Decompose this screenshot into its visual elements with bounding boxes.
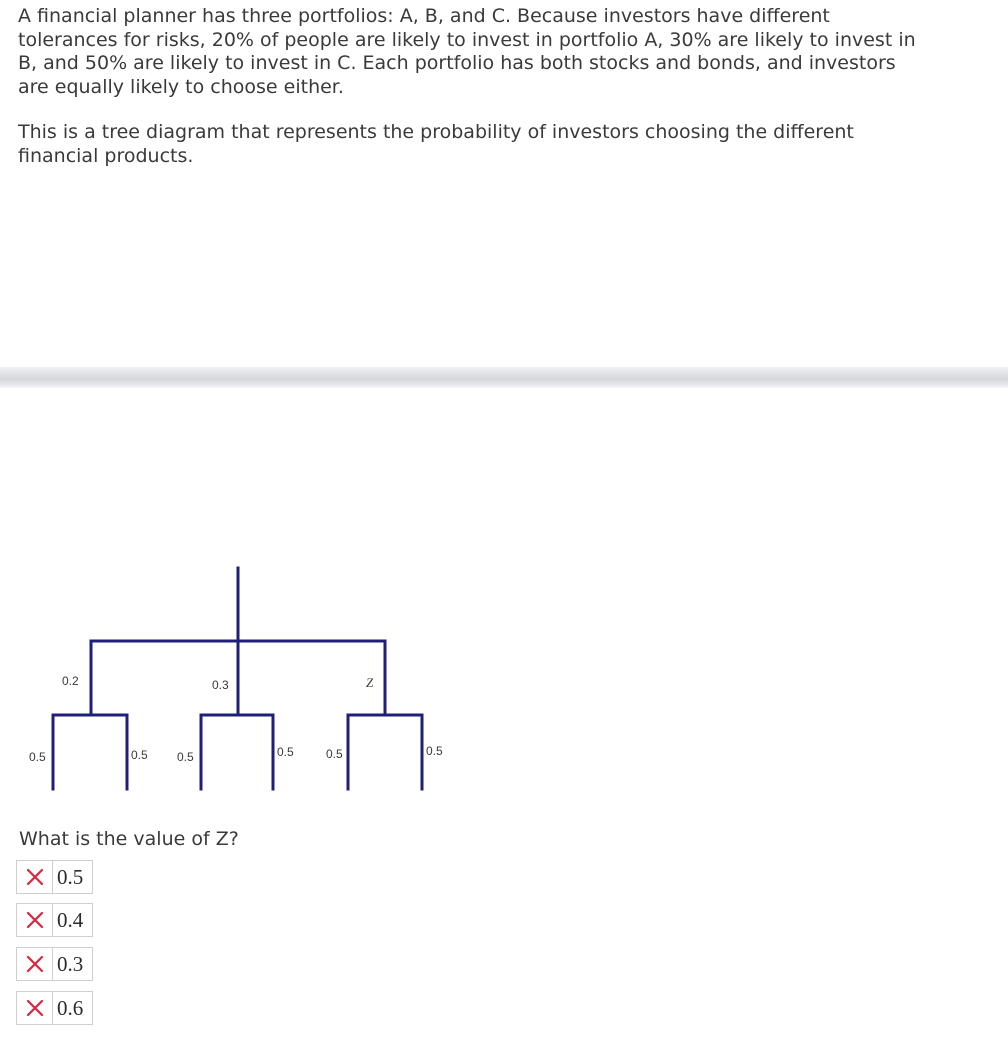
tree-label-z: Z xyxy=(366,675,374,690)
section-divider xyxy=(0,367,1008,388)
answer-option[interactable] xyxy=(16,991,93,1025)
tree-label-a: 0.2 xyxy=(62,674,79,688)
tree-label-leaf-3: 0.5 xyxy=(177,750,194,764)
tree-diagram xyxy=(0,540,460,795)
tree-label-leaf-1: 0.5 xyxy=(29,750,46,764)
answer-option-label: 0.3 xyxy=(57,951,84,976)
problem-intro: A financial planner has three portfolios: A, B, and C. Because investors have different tolerances for risks, 20% of people are likely to invest in portfolio A, 30% are likely to invest in B, and 50% are likely to invest in C. Each portfolio has both stocks and bonds, and investors are equally likely to choose either. xyxy=(18,5,916,98)
answer-option[interactable] xyxy=(16,947,93,981)
tree-label-b: 0.3 xyxy=(212,678,229,692)
incorrect-x-icon xyxy=(17,992,53,1024)
answer-option-label: 0.5 xyxy=(57,864,84,889)
incorrect-x-icon xyxy=(17,948,53,980)
tree-label-leaf-5: 0.5 xyxy=(326,747,343,761)
answer-option-label: 0.6 xyxy=(57,995,84,1020)
answer-option[interactable] xyxy=(16,903,93,937)
answer-option-label: 0.4 xyxy=(57,907,84,932)
tree-label-leaf-6: 0.5 xyxy=(426,744,443,758)
question-text: What is the value of Z? xyxy=(19,828,239,850)
incorrect-x-icon xyxy=(17,904,53,936)
tree-caption: This is a tree diagram that represents the probability of investors choosing the different financial products. xyxy=(18,121,854,167)
incorrect-x-icon xyxy=(17,861,53,893)
tree-label-leaf-4: 0.5 xyxy=(277,745,294,759)
tree-label-leaf-2: 0.5 xyxy=(131,748,148,762)
answer-option[interactable] xyxy=(16,860,93,894)
